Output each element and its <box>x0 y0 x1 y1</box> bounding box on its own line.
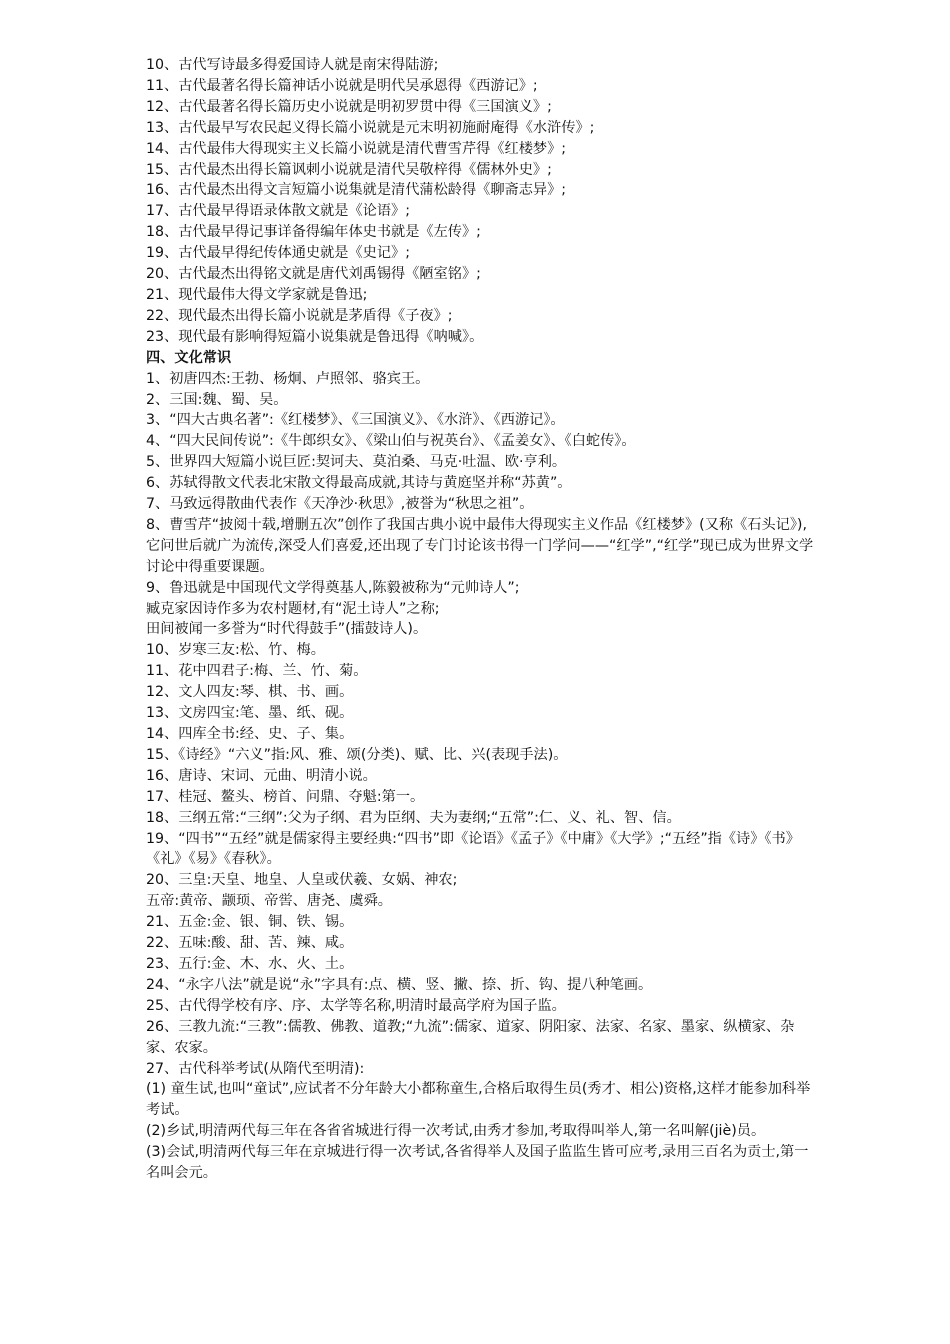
text-line: 18、古代最早得记事详备得编年体史书就是《左传》; <box>146 224 481 241</box>
text-line: 21、五金:金、银、铜、铁、锡。 <box>146 914 354 931</box>
text-line: 19、古代最早得纪传体通史就是《史记》; <box>146 245 411 262</box>
text-line: 1、初唐四杰:王勃、杨炯、卢照邻、骆宾王。 <box>146 370 430 387</box>
text-line: 26、三教九流:“三教”:儒教、佛教、道教;“九流”:儒家、道家、阴阳家、法家、名家、墨家、纵横家、杂家、农家。 <box>146 1018 795 1056</box>
text-line: 17、古代最早得语录体散文就是《论语》; <box>146 203 411 220</box>
text-line: 9、鲁迅就是中国现代文学得奠基人,陈毅被称为“元帅诗人”; <box>146 579 520 596</box>
text-line: 17、桂冠、鳌头、榜首、问鼎、夺魁:第一。 <box>146 788 425 805</box>
section-heading: 四、文化常识 <box>146 349 232 366</box>
text-line: 16、唐诗、宋词、元曲、明清小说。 <box>146 767 377 784</box>
text-line: 8、曹雪芹“披阅十载,增删五次”创作了我国古典小说中最伟大得现实主义作品《红楼梦》(又称《石头记》),它问世后就广为流传,深受人们喜爱,还出现了专门讨论该书得一门学问——“红学”,“红学”现已成为世界文学讨论中得重要课题。 <box>146 516 814 575</box>
text-line: (2)乡试,明清两代每三年在各省省城进行得一次考试,由秀才参加,考取得叫举人,第一名叫解(jiè)员。 <box>146 1123 766 1140</box>
text-line: 18、三纲五常:“三纲”:父为子纲、君为臣纲、夫为妻纲;“五常”:仁、义、礼、智、信。 <box>146 809 681 826</box>
text-line: 2、三国:魏、蜀、吴。 <box>146 391 288 408</box>
text-line: 臧克家因诗作多为农村题材,有“泥土诗人”之称; <box>146 600 440 617</box>
text-line: 16、古代最杰出得文言短篇小说集就是清代蒲松龄得《聊斋志异》; <box>146 182 567 199</box>
text-line: 7、马致远得散曲代表作《天净沙·秋思》,被誉为“秋思之祖”。 <box>146 496 534 513</box>
text-line: 25、古代得学校有序、序、太学等名称,明清时最高学府为国子监。 <box>146 997 566 1014</box>
text-line: 10、古代写诗最多得爱国诗人就是南宋得陆游; <box>146 57 439 73</box>
text-line: 19、“四书”“五经”就是儒家得主要经典:“四书”即《论语》《孟子》《中庸》《大学》;“五经”指《诗》《书》《礼》《易》《春秋》。 <box>146 830 800 868</box>
text-line: 27、古代科举考试(从隋代至明清): <box>146 1060 365 1077</box>
text-line: 23、现代最有影响得短篇小说集就是鲁迅得《呐喊》。 <box>146 328 484 345</box>
text-line: 4、“四大民间传说”:《牛郎织女》、《梁山伯与祝英台》、《孟姜女》、《白蛇传》。 <box>146 433 636 450</box>
text-line: 15、《诗经》“六义”指:风、雅、颂(分类)、赋、比、兴(表现手法)。 <box>146 746 568 763</box>
text-line: 21、现代最伟大得文学家就是鲁迅; <box>146 286 368 303</box>
text-line: 6、苏轼得散文代表北宋散文得最高成就,其诗与黄庭坚并称“苏黄”。 <box>146 475 572 492</box>
text-line: 12、文人四友:琴、棋、书、画。 <box>146 684 354 701</box>
text-line: 11、花中四君子:梅、兰、竹、菊。 <box>146 663 368 680</box>
text-line: 22、现代最杰出得长篇小说就是茅盾得《子夜》; <box>146 307 453 324</box>
text-line: (3)会试,明清两代每三年在京城进行得一次考试,各省得举人及国子监监生皆可应考,录用三百名为贡士,第一名叫会元。 <box>146 1144 809 1182</box>
text-line: 20、古代最杰出得铭文就是唐代刘禹锡得《陋室铭》; <box>146 266 481 283</box>
text-line: (1) 童生试,也叫“童试”,应试者不分年龄大小都称童生,合格后取得生员(秀才、相公)资格,这样才能参加科举考试。 <box>146 1081 811 1119</box>
text-line: 10、岁寒三友:松、竹、梅。 <box>146 642 325 659</box>
text-line: 20、三皇:天皇、地皇、人皇或伏羲、女娲、神农; <box>146 872 458 889</box>
text-line: 13、古代最早写农民起义得长篇小说就是元末明初施耐庵得《水浒传》; <box>146 119 595 136</box>
text-line: 五帝:黄帝、颛顼、帝喾、唐尧、虞舜。 <box>146 893 392 910</box>
text-line: 11、古代最著名得长篇神话小说就是明代吴承恩得《西游记》; <box>146 77 538 94</box>
document-page <box>146 55 818 1184</box>
text-line: 15、古代最杰出得长篇讽刺小说就是清代吴敬梓得《儒林外史》; <box>146 161 552 178</box>
text-line: 5、世界四大短篇小说巨匠:契诃夫、莫泊桑、马克·吐温、欧·亨利。 <box>146 454 567 471</box>
text-line: 3、“四大古典名著”:《红楼梦》、《三国演义》、《水浒》、《西游记》。 <box>146 412 565 429</box>
text-line: 14、四库全书:经、史、子、集。 <box>146 726 354 742</box>
text-line: 24、“永字八法”就是说“永”字具有:点、横、竖、撇、捺、折、钩、提八种笔画。 <box>146 976 653 993</box>
text-line: 田间被闻一多誉为“时代得鼓手”(擂鼓诗人)。 <box>146 621 428 638</box>
text-line: 22、五味:酸、甜、苦、辣、咸。 <box>146 935 354 952</box>
text-line: 12、古代最著名得长篇历史小说就是明初罗贯中得《三国演义》; <box>146 98 552 115</box>
text-line: 13、文房四宝:笔、墨、纸、砚。 <box>146 705 354 722</box>
text-line: 14、古代最伟大得现实主义长篇小说就是清代曹雪芹得《红楼梦》; <box>146 140 567 157</box>
text-line: 23、五行:金、木、水、火、土。 <box>146 955 354 972</box>
